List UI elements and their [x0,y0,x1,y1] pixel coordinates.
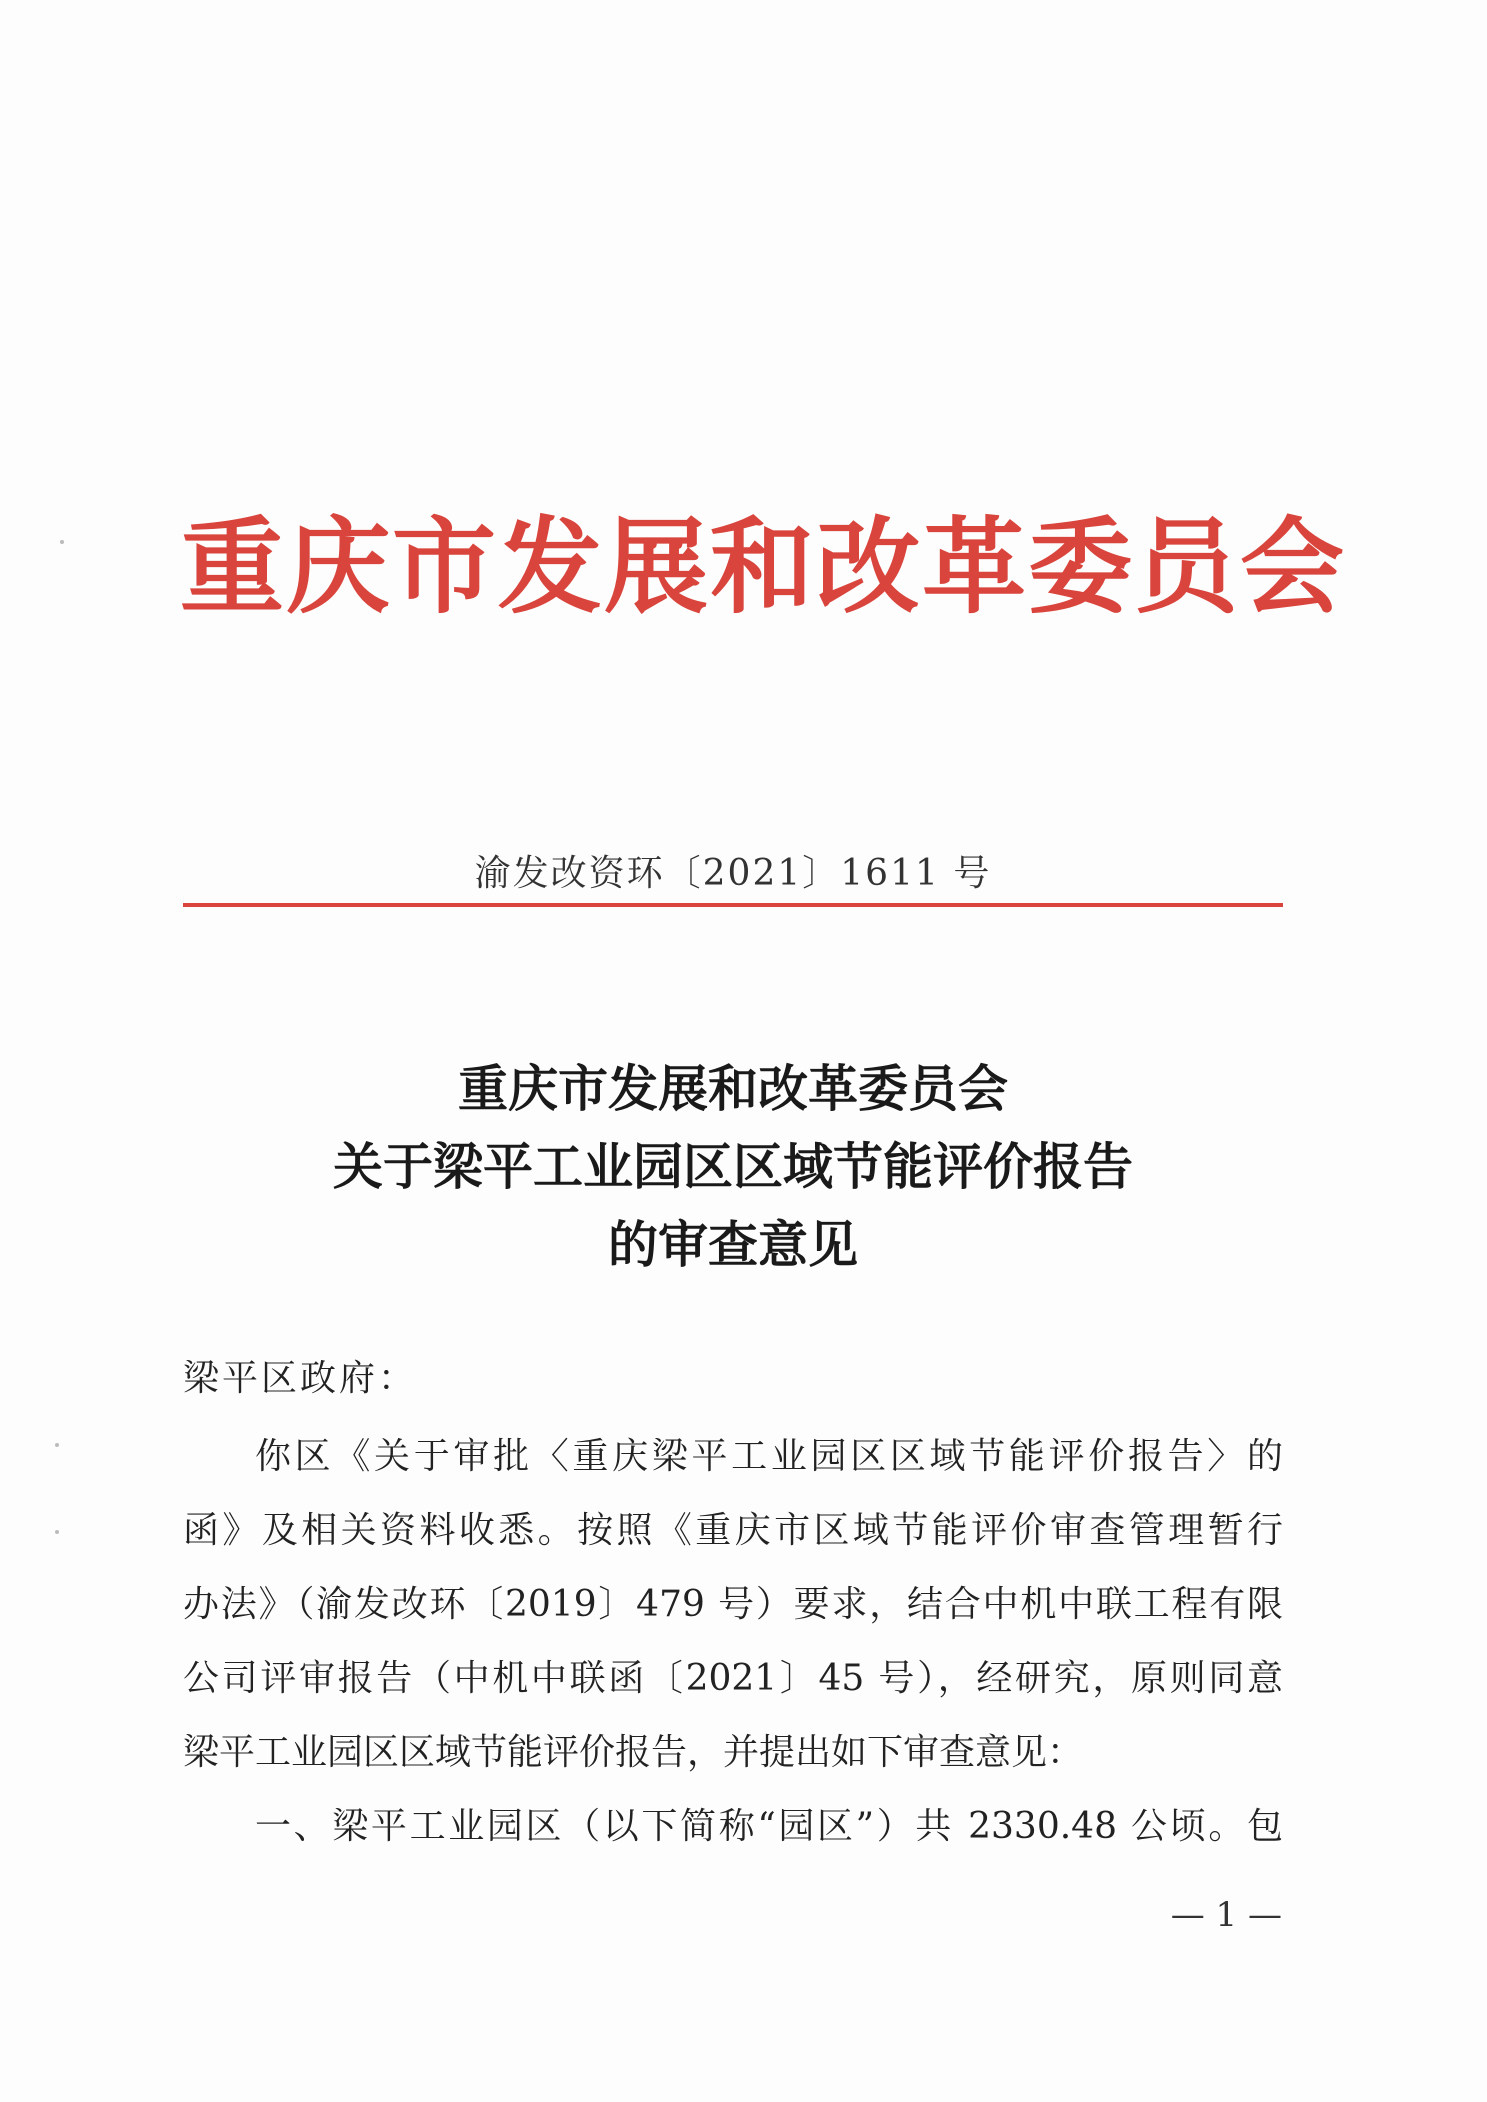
body-text [183,1420,1283,1864]
document-title [183,1050,1283,1284]
issuing-organization-header: 重庆市发展和改革委员会 [180,506,1347,628]
scan-speck [60,540,64,544]
body-line: 公司评审报告（中机中联函〔2021〕45 号），经研究，原则同意 [183,1658,1283,1699]
document-number: 渝发改资环〔2021〕1611 号 [474,853,992,894]
red-separator-line [183,903,1283,907]
scan-speck [55,1443,59,1447]
body-line: 你区《关于审批〈重庆梁平工业园区区域节能评价报告〉的 [255,1436,1283,1477]
scan-speck [55,1530,59,1534]
title-line-3: 的审查意见 [608,1216,858,1274]
title-line-2: 关于梁平工业园区区域节能评价报告 [333,1138,1133,1196]
body-line: 函》及相关资料收悉。按照《重庆市区域节能评价审查管理暂行 [183,1510,1283,1551]
body-line: 梁平工业园区区域节能评价报告，并提出如下审查意见： [183,1732,1084,1773]
salutation: 梁平区政府： [183,1358,418,1399]
title-line-1: 重庆市发展和改革委员会 [458,1060,1008,1118]
body-line: 一、梁平工业园区（以下简称“园区”）共 2330.48 公顷。包 [255,1806,1283,1847]
body-line: 办法》（渝发改环〔2019〕479 号）要求，结合中机中联工程有限 [183,1584,1283,1625]
page-number: — 1 — [1170,1895,1282,1935]
